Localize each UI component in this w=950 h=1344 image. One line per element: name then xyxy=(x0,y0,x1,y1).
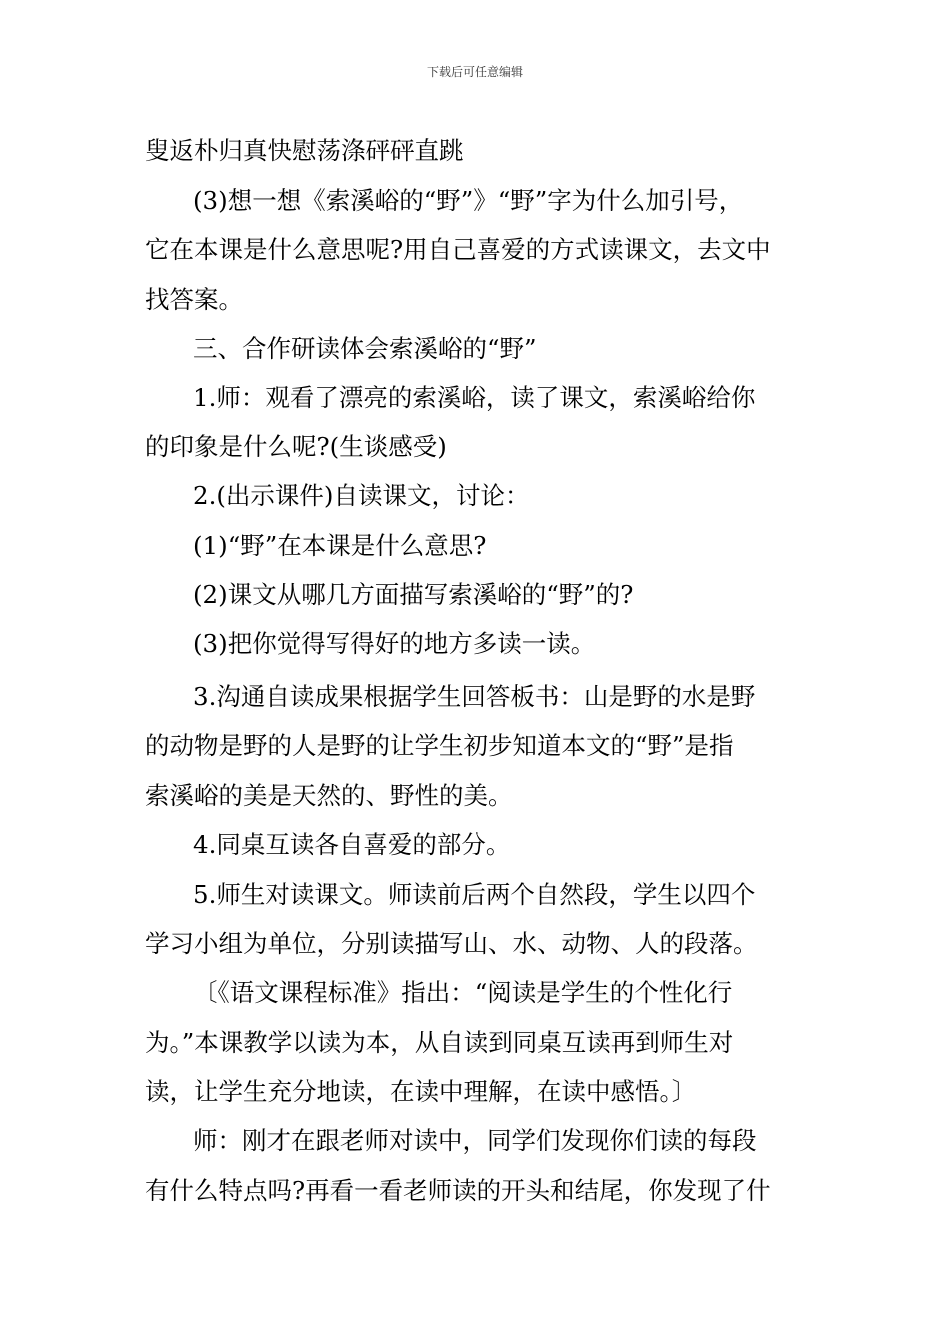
text-line: 为。”本课教学以读为本，从自读到同桌互读再到师生对 xyxy=(145,1028,734,1057)
section-heading: 三、合作研读体会索溪峪的“野” xyxy=(193,334,537,363)
text-line: (1)“野”在本课是什么意思? xyxy=(193,531,487,560)
text-line: 叟返朴归真快慰荡涤砰砰直跳 xyxy=(145,136,464,165)
text-line: 师：刚才在跟老师对读中，同学们发现你们读的每段 xyxy=(193,1126,757,1155)
text-line: 1.师：观看了漂亮的索溪峪，读了课文，索溪峪给你 xyxy=(193,383,756,412)
text-line: (2)课文从哪几方面描写索溪峪的“野”的? xyxy=(193,580,634,609)
text-line: 5.师生对读课文。师读前后两个自然段，学生以四个 xyxy=(193,880,756,909)
page-header: 下载后可任意编辑 xyxy=(426,65,523,79)
text-line: 有什么特点吗?再看一看老师读的开头和结尾，你发现了什 xyxy=(145,1176,771,1205)
text-line: 找答案。 xyxy=(145,285,243,314)
text-line: 4.同桌互读各自喜爱的部分。 xyxy=(193,830,511,859)
text-line: 的动物是野的人是野的让学生初步知道本文的“野”是指 xyxy=(145,731,734,760)
text-line: 学习小组为单位，分别读描写山、水、动物、人的段落。 xyxy=(145,929,758,958)
text-line: 的印象是什么呢?(生谈感受) xyxy=(145,432,447,461)
text-line: 〔《语文课程标准》指出：“阅读是学生的个性化行 xyxy=(193,978,733,1007)
text-line: (3)想一想《索溪峪的“野”》“野”字为什么加引号， xyxy=(193,186,744,215)
text-line: 索溪峪的美是天然的、野性的美。 xyxy=(145,781,513,810)
text-line: (3)把你觉得写得好的地方多读一读。 xyxy=(193,629,596,658)
text-line: 2.(出示课件)自读课文，讨论： xyxy=(193,481,530,510)
text-line: 读，让学生充分地读，在读中理解，在读中感悟。〕 xyxy=(145,1077,697,1106)
text-line: 它在本课是什么意思呢?用自己喜爱的方式读课文，去文中 xyxy=(145,235,771,264)
text-line: 3.沟通自读成果根据学生回答板书：山是野的水是野 xyxy=(193,682,756,711)
